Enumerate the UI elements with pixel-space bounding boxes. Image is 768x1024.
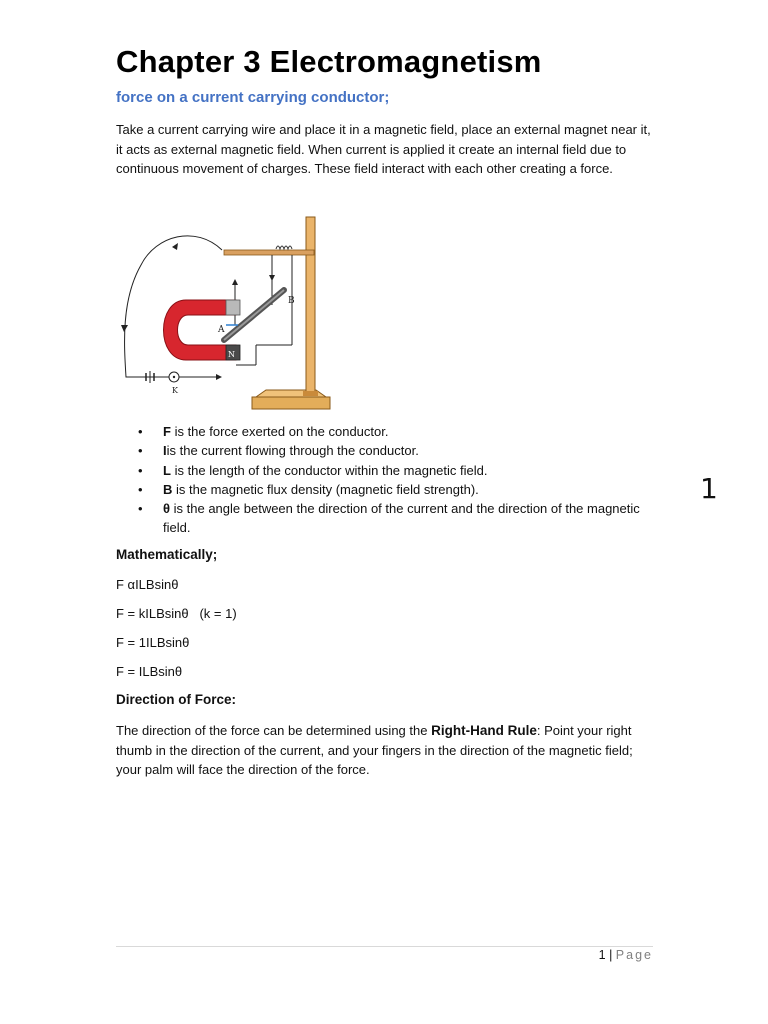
rod-end-b-label: B [288, 296, 295, 306]
equation-1: F αILBsinθ [116, 577, 179, 592]
intro-paragraph: Take a current carrying wire and place it in a magnetic field, place an external magnet near it, it acts as external magnetic field. When current is applied it create an internal field due to continuous movement of charges. These field interact with each other creating a force. [116, 122, 651, 176]
list-item: • L is the length of the conductor within the magnetic field. [138, 462, 488, 478]
magnet-north-label: N [228, 350, 235, 359]
list-item: • Iis the current flowing through the conductor. [138, 443, 419, 459]
math-heading: Mathematically; [116, 547, 218, 562]
footer-divider [116, 946, 653, 947]
side-page-number: 1 [700, 472, 718, 505]
list-item: • θ is the angle between the direction of the current and the direction of the magnetic field. [138, 501, 640, 536]
horseshoe-magnet [164, 300, 237, 360]
footer-separator: | [609, 948, 613, 962]
key-label: K [172, 386, 178, 395]
page-title: Chapter 3 Electromagnetism [116, 44, 542, 79]
stand-base [252, 397, 330, 409]
equation-3: F = 1ILBsinθ [116, 635, 190, 650]
section-subtitle: force on a current carrying conductor; [116, 89, 390, 106]
equation-4: F = ILBsinθ [116, 664, 183, 679]
equation-2: F = kILBsinθ (k = 1) [116, 606, 237, 621]
direction-heading: Direction of Force: [116, 692, 237, 707]
footer-page-number: 1 [598, 948, 606, 962]
list-item: • B is the magnetic flux density (magnetic field strength). [138, 481, 479, 497]
rod-end-a-label: A [218, 325, 225, 335]
stand-arm [224, 250, 314, 255]
electromagnet-diagram [116, 205, 336, 415]
list-item: • F is the force exerted on the conductor. [138, 424, 389, 439]
page-footer [599, 948, 653, 962]
variable-list [138, 422, 658, 538]
direction-paragraph: The direction of the force can be determined using the Right-Hand Rule: Point your right thumb in the direction of the current, and your fingers in the direction of the magnetic field; your palm will face the direction of the force. [116, 723, 633, 777]
stand-rod [306, 217, 315, 395]
footer-page-label: Page [615, 948, 653, 962]
